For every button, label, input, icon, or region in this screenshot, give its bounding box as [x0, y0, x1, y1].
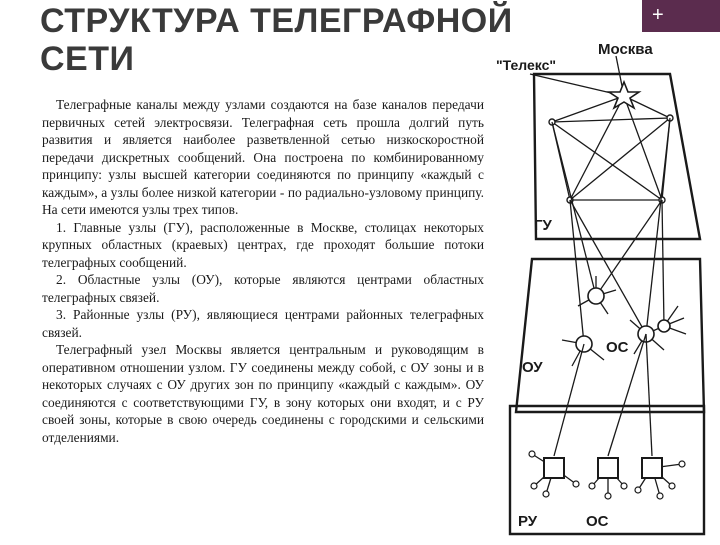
- body-text: [42, 96, 484, 446]
- bottom-nodes: [544, 458, 662, 478]
- paragraph-item-2: 2. Областные узлы (ОУ), которые являются центрами областных телеграфных связей.: [42, 272, 484, 305]
- label-os-bottom: ОС: [586, 513, 609, 530]
- moscow-star-icon: [609, 82, 639, 108]
- top-mesh-links: [530, 56, 670, 200]
- ou-node-4: [658, 320, 670, 332]
- ru-box-1: [544, 458, 564, 478]
- corner-tab: [642, 0, 720, 32]
- page-title: СТРУКТУРА ТЕЛЕГРАФНОЙ СЕТИ: [40, 2, 513, 78]
- plane-middle: [516, 259, 704, 412]
- paragraph-item-3: 3. Районные узлы (РУ), являющиеся центрами районных телеграфных связей.: [42, 307, 484, 340]
- gu-ou-links: [552, 118, 670, 344]
- label-telex: "Телекс": [496, 57, 557, 73]
- ou-node-1: [588, 288, 604, 304]
- label-ru: РУ: [518, 513, 538, 530]
- ru-box-3: [642, 458, 662, 478]
- label-ou: ОУ: [522, 359, 543, 376]
- network-diagram: [488, 34, 720, 540]
- ru-box-2: [598, 458, 618, 478]
- ou-ru-links: [554, 334, 652, 456]
- paragraph-item-1: 1. Главные узлы (ГУ), расположенные в Москве, столицах некоторых крупных областных (краевых) центрах, где проходят большие потоки телеграфных сообщений.: [42, 219, 484, 270]
- label-moscow: Москва: [598, 41, 653, 58]
- plus-icon: +: [652, 4, 664, 26]
- paragraph-intro: Телеграфные каналы между узлами создаются на базе каналов передачи первичных сетей электросвязи. Телеграфная сеть прошла долгий путь развития и является наиболее разветвленной сетью низкоскоростной передачи дискретных сообщений. Она построена по комбинированному принципу: узлы высшей категории соединяются по принципу «каждый с каждым», а узлы более низкой категории - по радиально-узловому принципу. На сети имеются узлы трех типов.: [42, 97, 484, 217]
- label-os-mid: ОС: [606, 339, 629, 356]
- paragraph-moscow: Телеграфный узел Москвы является центральным и руководящим в оперативном отношении узлом. ГУ соединены между собой, с ОУ зоны и в некоторых случаях с ОУ других зон по принципу «каждый с каждым». ОУ соединяются с соответствующими ГУ, в зону которых они входят, и с РУ своей зоны, которые в свою очередь соединены с городскими и сельскими отделениями.: [42, 342, 484, 445]
- label-gu: ГУ: [534, 217, 552, 234]
